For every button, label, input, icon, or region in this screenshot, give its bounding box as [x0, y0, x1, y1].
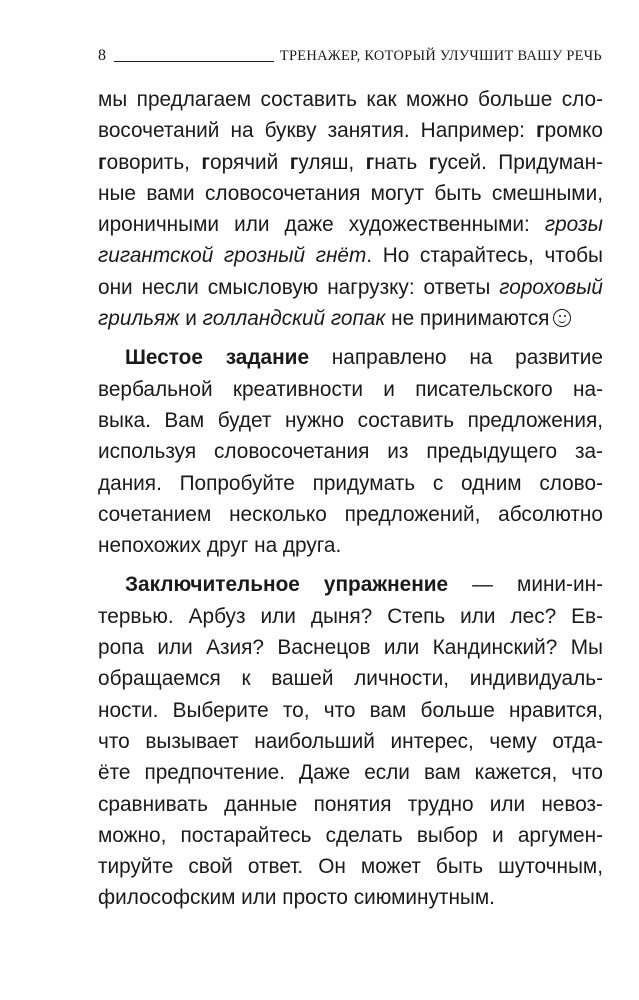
text-line: они несли смысловую нагрузку: ответы гороховый	[98, 275, 603, 299]
paragraph-3	[98, 569, 603, 913]
text-line: ные вами словосочетания могут быть смешными,	[98, 181, 603, 205]
text-line: говорить, горячий гуляш, гнать гусей. Придуман-	[98, 150, 603, 174]
highlight-letter: г	[201, 150, 211, 174]
text-line: используя словосочетания из предыдущего за-	[98, 440, 603, 464]
text-line: Заключительное упражнение — мини-ин-	[125, 573, 603, 597]
highlight-letter: г	[535, 119, 545, 143]
text-line: можно, постарайтесь сделать выбор и аргумен-	[98, 823, 603, 847]
italic-example: гороховый	[499, 275, 603, 299]
smiley-face-icon	[553, 309, 571, 327]
text-line: обращаемся к вашей личности, индивидуаль-	[98, 667, 603, 691]
running-title: ТРЕНАЖЕР, КОТОРЫЙ УЛУЧШИТ ВАШУ РЕЧЬ	[279, 47, 602, 64]
highlight-letter: г	[428, 150, 438, 174]
text-line: ёте предпочтение. Даже если вам кажется, что	[98, 761, 603, 785]
text-line: ироничными или даже художественными: грозы	[98, 213, 603, 237]
paragraph-gap	[98, 334, 603, 342]
highlight-letter: г	[98, 150, 107, 174]
highlight-letter: г	[365, 150, 375, 174]
text-line: тервью. Арбуз или дыня? Степь или лес? Ев-	[98, 604, 603, 628]
italic-example: голландский гопак	[202, 307, 386, 331]
text-line: что вызывает наибольший интерес, чему отда-	[98, 729, 603, 753]
text-line: ропа или Азия? Васнецов или Кандинский? Мы	[98, 636, 603, 660]
text-line: Шестое задание направлено на развитие	[125, 346, 603, 370]
task-heading: Заключительное упражнение	[125, 573, 449, 597]
header-rule	[114, 61, 274, 62]
page-number: 8	[98, 47, 107, 64]
text-line: вербальной креативности и писательского на-	[98, 377, 603, 401]
italic-example: грильяж	[98, 307, 180, 331]
highlight-letter: г	[289, 150, 299, 174]
text-line: восочетаний на букву занятия. Например: громко	[98, 119, 603, 143]
text-line: грильяж и голландский гопак не принимаются	[98, 303, 603, 334]
text-line: философским или просто сиюминутным.	[98, 886, 495, 910]
text-line: гигантской грозный гнёт. Но старайтесь, чтобы	[98, 244, 603, 268]
page-header	[98, 44, 602, 68]
text-line: непохожих друг на друга.	[98, 534, 342, 558]
text-line: сочетанием несколько предложений, абсолютно	[98, 502, 603, 526]
italic-example: грозы	[544, 213, 603, 237]
italic-example: гигантской грозный гнёт	[98, 244, 367, 268]
paragraph-2	[98, 342, 603, 561]
text-line: выка. Вам будет нужно составить предложения,	[98, 408, 603, 432]
paragraph-1	[98, 84, 603, 334]
text-line: мы предлагаем составить как можно больше сло-	[98, 88, 603, 111]
body-text	[98, 84, 603, 914]
text-line: сравнивать данные понятия трудно или невоз-	[98, 792, 603, 816]
text-line: тируйте свой ответ. Он может быть шуточным,	[98, 855, 603, 879]
text-line: ности. Выберите то, что вам больше нравится,	[98, 698, 603, 722]
task-heading: Шестое задание	[125, 346, 310, 370]
paragraph-gap	[98, 561, 603, 569]
text-line: дания. Попробуйте придумать с одним слово-	[98, 471, 603, 495]
